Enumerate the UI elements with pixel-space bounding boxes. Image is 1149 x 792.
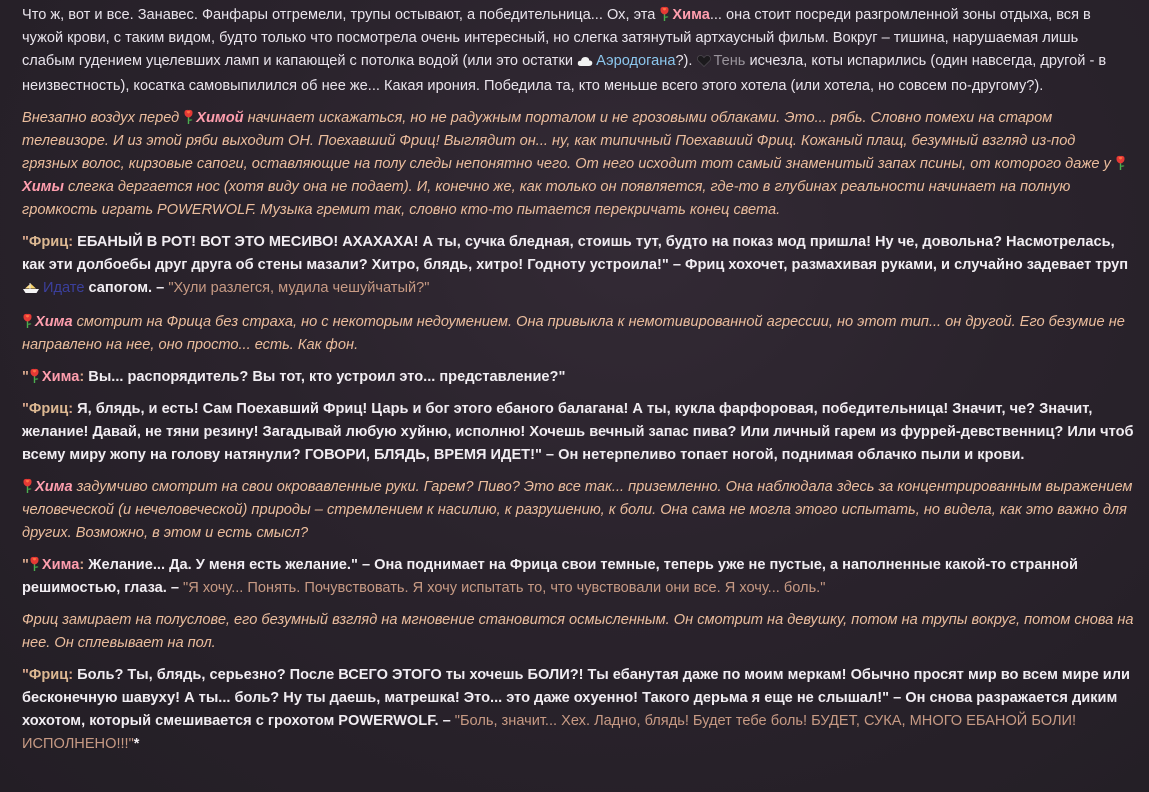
narration-italic-paragraph <box>22 107 1135 222</box>
text-segment: * <box>133 736 140 752</box>
dialogue-paragraph <box>22 231 1135 302</box>
character-name: Хима <box>672 7 710 23</box>
text-segment: Желание... Да. У меня есть желание." – Она поднимает на Фрица свои темные, теперь уже не пустые, а наполненные какой-то странной решимостью, глаза. – <box>22 557 1078 596</box>
character-name: Химы <box>22 179 64 195</box>
text-segment: " <box>22 234 29 250</box>
text-segment: ЕБАНЫЙ В РОТ! ВОТ ЭТО МЕСИВО! АХАХАХА! А ты, сучка бледная, стоишь тут, будто на показ мод пришла! Ну че, довольна? Насмотрелась, как эти долбоебы друг друга об стены мазали? Хитро, блядь, хитро! Годноту устроила!" – Фриц хохочет, размахивая руками, и случайно задевает труп <box>22 234 1129 273</box>
speaker-name: Фриц <box>28 401 69 417</box>
cloud-icon <box>577 52 593 75</box>
text-segment: Что ж, вот и все. Занавес. Фанфары отгремели, трупы остывают, а победительница... Ох, эта <box>22 7 660 23</box>
text-segment: : <box>68 667 78 683</box>
character-name: Тень <box>713 53 746 69</box>
text-segment: ?). <box>675 53 697 69</box>
quoted-speech: "Хули разлегся, мудила чешуйчатый?" <box>168 280 430 296</box>
text-segment: Вы... распорядитель? Вы тот, кто устроил это... представление?" <box>88 369 566 385</box>
quoted-speech: "Боль, значит... Хех. Ладно, блядь! Будет тебе боль! БУДЕТ, СУКА, МНОГО ЕБАНОЙ БОЛИ! ИСПОЛНЕНО!!!" <box>22 713 1077 752</box>
narration-italic-paragraph <box>22 609 1135 655</box>
rose-icon <box>1115 155 1126 170</box>
text-segment: " <box>22 557 29 573</box>
text-segment: ... она стоит посреди разгромленной зоны отдыха, вся в чужой крови, с таким видом, будто только что посмотрела очень интересный, но слегка затянутый артхаусный фильм. Вокруг – тишина, нарушаемая лишь слабым гудением уцелевших ламп и капающей с потолка водой (или это остатки <box>22 7 1091 69</box>
dialogue-paragraph <box>22 398 1135 467</box>
quoted-speech: "Я хочу... Понять. Почувствовать. Я хочу испытать то, что чувствовали они все. Я хочу... боль." <box>183 580 826 596</box>
speaker-name: Фриц <box>28 667 69 683</box>
character-name: Идате <box>43 280 85 296</box>
rose-icon <box>29 556 40 571</box>
text-segment: исчезла, коты испарились (один навсегда, другой - в неизвестность), косатка самовыпилился об нее же... Какая ирония. Победила та, кто меньше всего этого хотела (или хотела, но совсем по-другому?). <box>22 53 1107 94</box>
rose-icon <box>659 6 670 21</box>
dialogue-paragraph <box>22 366 1135 389</box>
character-name: Хима <box>41 557 80 573</box>
speaker-name: Фриц <box>28 234 69 250</box>
rose-icon <box>22 313 33 328</box>
text-segment: Фриц замирает на полуслове, его безумный взгляд на мгновение становится осмысленным. Он смотрит на девушку, потом на трупы вокруг, потом снова на нее. Он сплевывает на пол. <box>22 612 1134 651</box>
text-segment: " <box>22 667 29 683</box>
character-name: Хима <box>35 479 73 495</box>
heart-icon <box>697 52 711 75</box>
text-segment: задумчиво смотрит на свои окровавленные руки. Гарем? Пиво? Это все так... приземленно. Она наблюдала здесь за концентрированным выражением человеческой (и нечеловеческой) природы – стремлением к насилию, к разрушению, к боли. Она сама не могла этого испытать, но видела, как это важно для других. Возможно, в этом и есть смысл? <box>22 479 1133 541</box>
text-segment: : <box>79 369 89 385</box>
text-segment: сапогом. – <box>84 280 169 296</box>
narration-italic-paragraph <box>22 311 1135 357</box>
text-segment: Боль? Ты, блядь, серьезно? После ВСЕГО ЭТОГО ты хочешь БОЛИ?! Ты ебанутая даже по моим меркам! Обычно просят мир во всем мире или бесконечную шавуху! А ты... боль? Ну ты даешь, матрешка! Это... это даже охуенно! Такого дерьма я еще не слышал!" – Он снова разражается диким хохотом, который смешивается с грохотом POWERWOLF. – <box>22 667 1131 729</box>
character-name: Хима <box>41 369 80 385</box>
character-name: Химой <box>196 110 244 126</box>
text-segment: " <box>22 369 29 385</box>
text-segment: начинает искажаться, но не радужным порталом и не грозовыми облаками. Это... рябь. Словно помехи на старом телевизоре. И из этой ряби выходит ОН. Поехавший Фриц! Выглядит он... ну, как типичный Поехавший Фриц. Кожаный плащ, безумный взгляд из-под грязных волос, кирзовые сапоги, оставляющие на полу следы непонятно чего. От него исходит тот самый знаменитый запах псины, от которого даже у <box>22 110 1115 172</box>
text-segment: : <box>68 234 78 250</box>
character-name: Аэродогана <box>596 53 676 69</box>
boat-icon <box>22 279 40 302</box>
narration-paragraph <box>22 4 1135 98</box>
text-segment: : <box>68 401 78 417</box>
dialogue-paragraph <box>22 664 1135 756</box>
text-segment: Я, блядь, и есть! Сам Поехавший Фриц! Царь и бог этого ебаного балагана! А ты, кукла фарфоровая, победительница! Значит, че? Значит, желание! Давай, не тяни резину! Загадывай любую хуйню, исполню! Хочешь вечный запас пива? Или личный гарем из фуррей-девственниц? Или чтоб всему миру жопу на голову натянули? ГОВОРИ, БЛЯДЬ, ВРЕМЯ ИДЕТ!" – Он нетерпеливо топает ногой, поднимая облачко пыли и крови. <box>22 401 1134 463</box>
text-segment: " <box>22 401 29 417</box>
text-segment: слегка дергается нос (хотя виду она не подает). И, конечно же, как только он появляется, где-то в глубинах реальности начинает на полную громкость играть POWERWOLF. Музыка гремит так, словно кто-то пытается перекричать конец света. <box>22 179 1071 218</box>
text-segment: : <box>79 557 89 573</box>
character-name: Хима <box>35 314 73 330</box>
text-segment: смотрит на Фрица без страха, но с некоторым недоумением. Она привыкла к немотивированной агрессии, но этот тип... он другой. Его безумие не направлено на нее, оно просто... есть. Как фон. <box>22 314 1125 353</box>
narration-italic-paragraph <box>22 476 1135 545</box>
dialogue-paragraph <box>22 554 1135 600</box>
rose-icon <box>22 478 33 493</box>
rose-icon <box>29 368 40 383</box>
rose-icon <box>183 109 194 124</box>
text-segment: Внезапно воздух перед <box>22 110 184 126</box>
